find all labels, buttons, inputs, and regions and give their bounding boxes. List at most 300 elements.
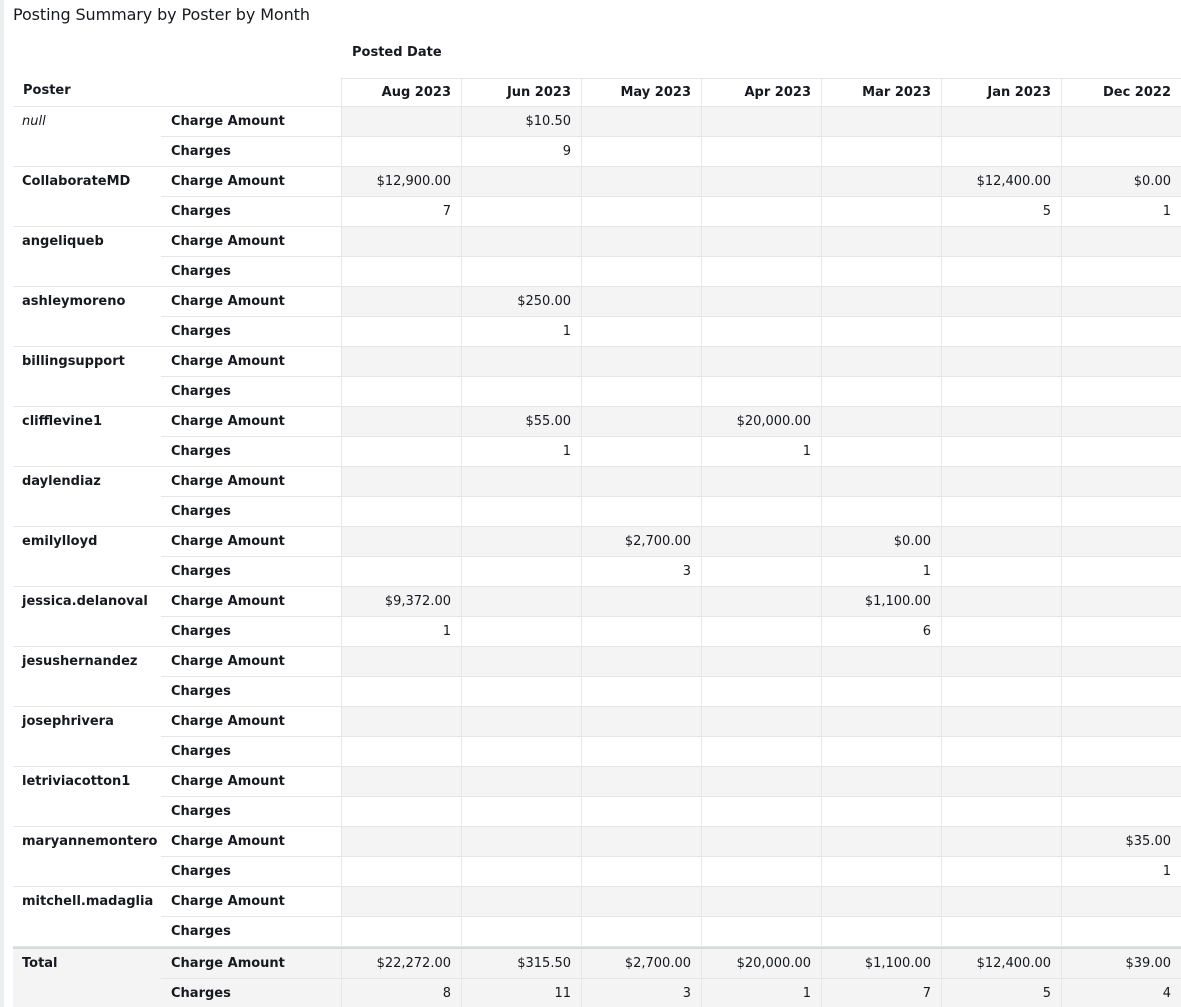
metric-label: Charges [161, 677, 341, 707]
metric-label: Charge Amount [161, 767, 341, 797]
charge-amount-row [161, 287, 1181, 317]
charge-amount-cell[interactable] [1061, 587, 1181, 617]
charge-amount-cell[interactable]: $0.00 [821, 527, 941, 557]
charge-amount-cell[interactable]: $250.00 [461, 287, 581, 317]
charge-amount-cell[interactable] [461, 347, 581, 377]
charges-cell[interactable] [461, 497, 581, 527]
charge-amount-cell[interactable] [941, 827, 1061, 857]
charge-amount-cell[interactable] [581, 407, 701, 437]
charge-amount-cell[interactable] [341, 827, 461, 857]
column-header-month[interactable]: Apr 2023 [701, 78, 821, 107]
charges-cell[interactable] [461, 917, 581, 947]
row-field-header[interactable]: Poster [13, 78, 341, 107]
charge-amount-cell[interactable] [341, 347, 461, 377]
total-label[interactable]: Total [13, 949, 161, 1007]
charges-cell[interactable]: 5 [941, 197, 1061, 227]
poster-row-group [13, 467, 1181, 527]
charge-amount-cell[interactable] [821, 707, 941, 737]
charges-cell[interactable] [581, 797, 701, 827]
metric-label: Charge Amount [161, 467, 341, 497]
charges-cell[interactable] [1061, 317, 1181, 347]
charge-amount-cell[interactable] [701, 827, 821, 857]
charge-amount-cell[interactable] [941, 287, 1061, 317]
metric-label: Charge Amount [161, 587, 341, 617]
metric-label: Charges [161, 437, 341, 467]
charge-amount-cell[interactable]: $20,000.00 [701, 407, 821, 437]
charges-cell[interactable]: 9 [461, 137, 581, 167]
metric-label: Charge Amount [161, 887, 341, 917]
column-header-month[interactable]: May 2023 [581, 78, 701, 107]
charges-cell[interactable] [1061, 377, 1181, 407]
charge-amount-cell[interactable] [701, 527, 821, 557]
charges-cell[interactable] [1061, 677, 1181, 707]
charges-cell[interactable] [341, 677, 461, 707]
poster-name[interactable]: jessica.delanoval [13, 587, 161, 647]
metric-label: Charges [161, 557, 341, 587]
charges-cell[interactable]: 4 [1061, 979, 1181, 1007]
charges-cell[interactable] [941, 497, 1061, 527]
charge-amount-cell[interactable] [1061, 467, 1181, 497]
charges-cell[interactable] [581, 257, 701, 287]
charge-amount-cell[interactable] [341, 287, 461, 317]
charge-amount-cell[interactable] [1061, 287, 1181, 317]
charge-amount-cell[interactable] [701, 467, 821, 497]
poster-name[interactable]: jesushernandez [13, 647, 161, 707]
poster-row-group [13, 707, 1181, 767]
charge-amount-cell[interactable] [701, 767, 821, 797]
charge-amount-cell[interactable] [941, 887, 1061, 917]
charges-cell[interactable]: 11 [461, 979, 581, 1007]
charges-cell[interactable] [341, 317, 461, 347]
charges-cell[interactable] [821, 917, 941, 947]
charge-amount-cell[interactable] [461, 587, 581, 617]
charges-cell[interactable] [581, 437, 701, 467]
poster-name[interactable]: CollaborateMD [13, 167, 161, 227]
charges-cell[interactable] [821, 437, 941, 467]
charge-amount-row [161, 107, 1181, 137]
charge-amount-cell[interactable]: $55.00 [461, 407, 581, 437]
poster-name[interactable]: emilylloyd [13, 527, 161, 587]
charge-amount-cell[interactable] [941, 707, 1061, 737]
charge-amount-cell[interactable] [1061, 407, 1181, 437]
visual-title: Posting Summary by Poster by Month [13, 5, 310, 24]
charge-amount-cell[interactable] [701, 587, 821, 617]
charges-cell[interactable] [701, 497, 821, 527]
charge-amount-cell[interactable] [821, 287, 941, 317]
poster-name[interactable]: maryannemontero [13, 827, 161, 887]
column-header-month[interactable]: Dec 2022 [1061, 78, 1181, 107]
charge-amount-cell[interactable] [461, 647, 581, 677]
charges-cell[interactable] [941, 617, 1061, 647]
metric-label: Charges [161, 917, 341, 947]
charge-amount-cell[interactable] [821, 167, 941, 197]
charges-cell[interactable] [941, 857, 1061, 887]
charges-cell[interactable] [821, 737, 941, 767]
charge-amount-cell[interactable] [341, 887, 461, 917]
charge-amount-cell[interactable] [1061, 767, 1181, 797]
charges-cell[interactable]: 1 [461, 437, 581, 467]
charges-cell[interactable] [341, 737, 461, 767]
metric-label: Charges [161, 317, 341, 347]
charges-cell[interactable] [941, 317, 1061, 347]
charges-cell[interactable] [701, 917, 821, 947]
charge-amount-cell[interactable]: $9,372.00 [341, 587, 461, 617]
charge-amount-row [161, 347, 1181, 377]
charge-amount-cell[interactable] [941, 527, 1061, 557]
charge-amount-cell[interactable] [341, 527, 461, 557]
charge-amount-cell[interactable] [581, 587, 701, 617]
charges-cell[interactable] [941, 557, 1061, 587]
charges-cell[interactable] [341, 257, 461, 287]
charges-cell[interactable]: 1 [701, 437, 821, 467]
poster-name[interactable]: mitchell.madaglia [13, 887, 161, 947]
metric-label: Charge Amount [161, 647, 341, 677]
charges-cell[interactable] [581, 317, 701, 347]
charges-row [161, 437, 1181, 467]
charge-amount-cell[interactable] [701, 887, 821, 917]
charge-amount-cell[interactable] [701, 347, 821, 377]
charge-amount-cell[interactable] [941, 227, 1061, 257]
charges-cell[interactable]: 6 [821, 617, 941, 647]
charges-row [161, 737, 1181, 767]
charges-cell[interactable] [581, 197, 701, 227]
poster-name[interactable]: letriviacotton1 [13, 767, 161, 827]
charge-amount-cell[interactable] [581, 767, 701, 797]
charge-amount-cell[interactable]: $22,272.00 [341, 949, 461, 979]
charges-cell[interactable] [1061, 617, 1181, 647]
charges-cell[interactable] [461, 557, 581, 587]
pivot-table[interactable] [13, 38, 1181, 1007]
poster-name[interactable]: josephrivera [13, 707, 161, 767]
charge-amount-cell[interactable] [461, 527, 581, 557]
charge-amount-cell[interactable] [821, 227, 941, 257]
charge-amount-cell[interactable] [581, 347, 701, 377]
charges-cell[interactable]: 3 [581, 557, 701, 587]
charges-cell[interactable] [701, 857, 821, 887]
charges-cell[interactable] [701, 677, 821, 707]
charges-cell[interactable] [461, 797, 581, 827]
charges-cell[interactable] [941, 137, 1061, 167]
charges-cell[interactable] [821, 677, 941, 707]
charges-cell[interactable] [341, 857, 461, 887]
pivot-body [13, 107, 1181, 1007]
charges-cell[interactable]: 7 [821, 979, 941, 1007]
charges-cell[interactable] [1061, 557, 1181, 587]
charges-cell[interactable] [701, 557, 821, 587]
charge-amount-cell[interactable] [1061, 707, 1181, 737]
charges-cell[interactable] [821, 197, 941, 227]
charges-cell[interactable]: 5 [941, 979, 1061, 1007]
charges-cell[interactable] [581, 497, 701, 527]
metric-label: Charge Amount [161, 107, 341, 137]
charge-amount-cell[interactable] [941, 647, 1061, 677]
charges-cell[interactable] [581, 737, 701, 767]
charge-amount-cell[interactable] [821, 467, 941, 497]
charge-amount-cell[interactable] [581, 287, 701, 317]
poster-row-group [13, 347, 1181, 407]
charges-row [161, 377, 1181, 407]
charge-amount-cell[interactable] [581, 227, 701, 257]
charges-cell[interactable] [821, 317, 941, 347]
charges-cell[interactable] [341, 137, 461, 167]
metric-label: Charge Amount [161, 287, 341, 317]
charge-amount-cell[interactable] [1061, 227, 1181, 257]
charge-amount-cell[interactable]: $39.00 [1061, 949, 1181, 979]
charge-amount-cell[interactable]: $12,400.00 [941, 167, 1061, 197]
charges-cell[interactable] [461, 617, 581, 647]
charges-cell[interactable] [341, 497, 461, 527]
charge-amount-cell[interactable]: $1,100.00 [821, 587, 941, 617]
month-header-row [341, 78, 1181, 107]
metric-label: Charge Amount [161, 347, 341, 377]
poster-name[interactable]: daylendiaz [13, 467, 161, 527]
charges-cell[interactable] [941, 677, 1061, 707]
charges-cell[interactable] [821, 137, 941, 167]
charge-amount-cell[interactable]: $2,700.00 [581, 527, 701, 557]
total-row-group [13, 947, 1181, 1007]
charge-amount-cell[interactable] [701, 107, 821, 137]
charge-amount-row [161, 167, 1181, 197]
charge-amount-cell[interactable] [941, 467, 1061, 497]
charge-amount-cell[interactable] [701, 287, 821, 317]
charges-cell[interactable]: 7 [341, 197, 461, 227]
charge-amount-cell[interactable] [1061, 527, 1181, 557]
charge-amount-cell[interactable] [1061, 347, 1181, 377]
charge-amount-cell[interactable] [941, 587, 1061, 617]
metric-label: Charges [161, 497, 341, 527]
charge-amount-cell[interactable] [461, 707, 581, 737]
charge-amount-row [161, 407, 1181, 437]
metric-label: Charge Amount [161, 949, 341, 979]
charges-cell[interactable] [701, 317, 821, 347]
charge-amount-cell[interactable]: $315.50 [461, 949, 581, 979]
charge-amount-cell[interactable] [461, 827, 581, 857]
poster-row-group [13, 227, 1181, 287]
charge-amount-cell[interactable] [821, 827, 941, 857]
charges-cell[interactable] [941, 377, 1061, 407]
charge-amount-cell[interactable] [461, 227, 581, 257]
charge-amount-cell[interactable] [581, 707, 701, 737]
charge-amount-cell[interactable] [341, 467, 461, 497]
charges-cell[interactable] [821, 257, 941, 287]
charges-cell[interactable] [461, 857, 581, 887]
charges-cell[interactable] [1061, 797, 1181, 827]
charges-cell[interactable] [341, 377, 461, 407]
charge-amount-cell[interactable] [581, 467, 701, 497]
charges-cell[interactable] [821, 797, 941, 827]
charge-amount-cell[interactable] [461, 167, 581, 197]
column-header-month[interactable]: Mar 2023 [821, 78, 941, 107]
charge-amount-cell[interactable] [341, 767, 461, 797]
charges-cell[interactable] [581, 677, 701, 707]
charges-cell[interactable] [701, 617, 821, 647]
charges-cell[interactable] [461, 737, 581, 767]
charges-cell[interactable] [941, 257, 1061, 287]
charge-amount-cell[interactable] [1061, 647, 1181, 677]
charges-cell[interactable] [821, 497, 941, 527]
charges-cell[interactable] [941, 737, 1061, 767]
charges-cell[interactable] [701, 137, 821, 167]
charges-cell[interactable] [701, 737, 821, 767]
metric-label: Charges [161, 979, 341, 1007]
metric-label: Charge Amount [161, 707, 341, 737]
metric-label: Charges [161, 737, 341, 767]
charges-row [161, 497, 1181, 527]
charges-cell[interactable]: 8 [341, 979, 461, 1007]
charges-row [161, 317, 1181, 347]
poster-row-group [13, 587, 1181, 647]
poster-row-group [13, 527, 1181, 587]
charge-amount-row [161, 767, 1181, 797]
charge-amount-row [161, 887, 1181, 917]
charges-cell[interactable] [581, 137, 701, 167]
charge-amount-cell[interactable] [821, 107, 941, 137]
charges-cell[interactable] [461, 677, 581, 707]
charges-cell[interactable] [461, 377, 581, 407]
charges-cell[interactable] [1061, 737, 1181, 767]
metric-label: Charges [161, 377, 341, 407]
charge-amount-cell[interactable] [341, 227, 461, 257]
charges-cell[interactable] [941, 917, 1061, 947]
column-header-month[interactable]: Jun 2023 [461, 78, 581, 107]
metric-label: Charge Amount [161, 407, 341, 437]
charge-amount-row [161, 227, 1181, 257]
column-header-month[interactable]: Aug 2023 [341, 78, 461, 107]
charges-cell[interactable]: 1 [821, 557, 941, 587]
charge-amount-cell[interactable] [341, 107, 461, 137]
metric-label: Charge Amount [161, 227, 341, 257]
charge-amount-cell[interactable] [461, 767, 581, 797]
poster-name[interactable]: angeliqueb [13, 227, 161, 287]
charge-amount-cell[interactable] [701, 167, 821, 197]
charges-row [161, 137, 1181, 167]
charge-amount-cell[interactable]: $10.50 [461, 107, 581, 137]
charges-cell[interactable] [701, 197, 821, 227]
metric-label: Charges [161, 617, 341, 647]
charge-amount-cell[interactable] [581, 887, 701, 917]
charges-cell[interactable]: 1 [341, 617, 461, 647]
charges-cell[interactable]: 1 [1061, 857, 1181, 887]
charges-cell[interactable] [1061, 437, 1181, 467]
charge-amount-row [161, 707, 1181, 737]
charges-cell[interactable] [581, 917, 701, 947]
charges-cell[interactable] [701, 377, 821, 407]
poster-row-group [13, 647, 1181, 707]
panel-left-border [0, 0, 4, 1007]
charge-amount-cell[interactable]: $12,400.00 [941, 949, 1061, 979]
charge-amount-cell[interactable] [341, 407, 461, 437]
charges-row [161, 917, 1181, 947]
charges-cell[interactable] [581, 377, 701, 407]
charge-amount-cell[interactable]: $35.00 [1061, 827, 1181, 857]
poster-name[interactable]: null [13, 107, 161, 167]
charges-cell[interactable] [1061, 497, 1181, 527]
charges-cell[interactable] [581, 617, 701, 647]
metric-label: Charge Amount [161, 527, 341, 557]
charges-cell[interactable] [581, 857, 701, 887]
charges-cell[interactable] [701, 257, 821, 287]
charge-amount-cell[interactable]: $20,000.00 [701, 949, 821, 979]
charges-cell[interactable]: 1 [1061, 197, 1181, 227]
charge-amount-cell[interactable] [821, 647, 941, 677]
charges-cell[interactable] [1061, 137, 1181, 167]
charge-amount-cell[interactable]: $12,900.00 [341, 167, 461, 197]
charges-cell[interactable] [1061, 917, 1181, 947]
charge-amount-cell[interactable] [821, 767, 941, 797]
charge-amount-row [161, 647, 1181, 677]
charge-amount-row [161, 527, 1181, 557]
charge-amount-cell[interactable]: $2,700.00 [581, 949, 701, 979]
charge-amount-cell[interactable] [701, 707, 821, 737]
poster-row-group [13, 407, 1181, 467]
charge-amount-cell[interactable] [341, 707, 461, 737]
charges-cell[interactable] [461, 197, 581, 227]
charge-amount-cell[interactable] [701, 227, 821, 257]
column-group-header[interactable]: Posted Date [352, 45, 442, 60]
poster-name[interactable]: ashleymoreno [13, 287, 161, 347]
charge-amount-cell[interactable] [581, 827, 701, 857]
charge-amount-cell[interactable] [821, 347, 941, 377]
charge-amount-cell[interactable] [461, 467, 581, 497]
charge-amount-cell[interactable] [341, 647, 461, 677]
poster-row-group [13, 287, 1181, 347]
charge-amount-cell[interactable] [1061, 887, 1181, 917]
charges-cell[interactable] [941, 797, 1061, 827]
charges-cell[interactable] [461, 257, 581, 287]
poster-name[interactable]: clifflevine1 [13, 407, 161, 467]
charge-amount-cell[interactable] [821, 887, 941, 917]
charges-cell[interactable] [941, 437, 1061, 467]
poster-row-group [13, 167, 1181, 227]
charges-cell[interactable] [341, 557, 461, 587]
charge-amount-cell[interactable] [941, 347, 1061, 377]
charges-row [161, 677, 1181, 707]
charge-amount-cell[interactable] [941, 107, 1061, 137]
charge-amount-row [161, 467, 1181, 497]
charge-amount-cell[interactable] [941, 767, 1061, 797]
charges-cell[interactable] [341, 437, 461, 467]
charge-amount-cell[interactable] [1061, 107, 1181, 137]
charge-amount-cell[interactable] [581, 647, 701, 677]
charge-amount-cell[interactable] [701, 647, 821, 677]
charge-amount-cell[interactable] [461, 887, 581, 917]
metric-label: Charges [161, 797, 341, 827]
charges-row [161, 979, 1181, 1007]
poster-row-group [13, 887, 1181, 947]
metric-label: Charges [161, 197, 341, 227]
charges-cell[interactable]: 1 [461, 317, 581, 347]
metric-label: Charges [161, 857, 341, 887]
charges-cell[interactable] [701, 797, 821, 827]
charges-cell[interactable] [821, 857, 941, 887]
charges-cell[interactable]: 1 [701, 979, 821, 1007]
charges-cell[interactable] [1061, 257, 1181, 287]
column-header-month[interactable]: Jan 2023 [941, 78, 1061, 107]
charges-cell[interactable] [341, 917, 461, 947]
charge-amount-cell[interactable]: $1,100.00 [821, 949, 941, 979]
charge-amount-cell[interactable]: $0.00 [1061, 167, 1181, 197]
charge-amount-cell[interactable] [941, 407, 1061, 437]
charges-cell[interactable] [341, 797, 461, 827]
charges-cell[interactable] [821, 377, 941, 407]
poster-row-group [13, 767, 1181, 827]
metric-label: Charge Amount [161, 167, 341, 197]
charge-amount-cell[interactable] [581, 167, 701, 197]
charge-amount-cell[interactable] [581, 107, 701, 137]
charge-amount-cell[interactable] [821, 407, 941, 437]
poster-name[interactable]: billingsupport [13, 347, 161, 407]
charges-cell[interactable]: 3 [581, 979, 701, 1007]
